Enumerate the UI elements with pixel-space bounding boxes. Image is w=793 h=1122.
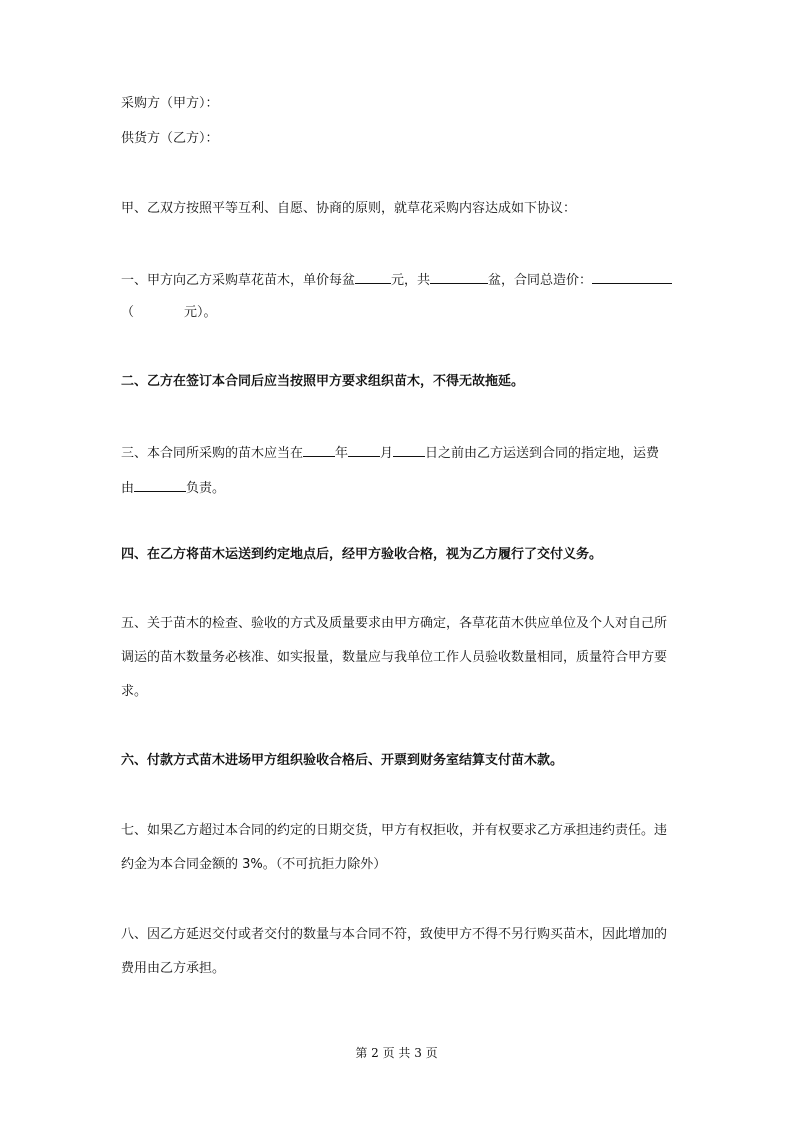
- amount-open-paren: （: [121, 305, 135, 320]
- clause-5-line-1: 五、关于苗木的检查、验收的方式及质量要求由甲方确定，各草花苗木供应单位及个人对自己所: [121, 616, 668, 631]
- clause-1-line-1: [121, 269, 672, 291]
- year-label: 年: [335, 446, 349, 461]
- day-blank[interactable]: [393, 442, 425, 457]
- clause-7-line-1: 七、如果乙方超过本合同的约定的日期交货，甲方有权拒收，并有权要求乙方承担违约责任。违: [121, 823, 668, 838]
- clause-8-line-2: 费用由乙方承担。: [121, 961, 226, 976]
- total-price-blank[interactable]: [592, 269, 672, 284]
- clause-2: 二、乙方在签订本合同后应当按照甲方要求组织苗木，不得无故拖延。: [121, 374, 525, 389]
- quantity-blank[interactable]: [430, 269, 488, 284]
- clause-8-line-1: 八、因乙方延迟交付或者交付的数量与本合同不符，致使甲方不得不另行购买苗木，因此增加的: [121, 927, 668, 942]
- year-blank[interactable]: [303, 442, 335, 457]
- clause-1-text-b: 元，共: [391, 273, 431, 288]
- clause-3-text-b: 日之前由乙方运送到合同的指定地，运费: [425, 446, 660, 461]
- clause-3-line-2: [121, 477, 225, 499]
- intro-paragraph: 甲、乙双方按照平等互利、自愿、协商的原则，就草花采购内容达成如下协议：: [121, 201, 577, 216]
- month-blank[interactable]: [348, 442, 380, 457]
- clause-3-line-1: [121, 442, 659, 464]
- supplier-label: 供货方（乙方）：: [121, 131, 219, 146]
- month-label: 月: [380, 446, 394, 461]
- unit-price-blank[interactable]: [355, 269, 391, 284]
- buyer-label: 采购方（甲方）：: [121, 96, 219, 111]
- clause-1-text-c: 盆，合同总造价：: [488, 273, 593, 288]
- clause-1-line-2: [121, 303, 217, 323]
- clause-5-line-3: 求。: [121, 684, 148, 699]
- clause-1-text-a: 一、甲方向乙方采购草花苗木，单价每盆: [121, 273, 356, 288]
- clause-3-text-d: 负责。: [186, 481, 226, 496]
- clause-7-line-2: 约金为本合同金额的 3%。（不可抗拒力除外）: [121, 857, 387, 872]
- clause-6: 六、付款方式苗木进场甲方组织验收合格后、开票到财务室结算支付苗木款。: [121, 753, 564, 768]
- clause-5-line-2: 调运的苗木数量务必核准、如实报量，数量应与我单位工作人员验收数量相同，质量符合甲方要: [121, 650, 668, 665]
- clause-4: 四、在乙方将苗木运送到约定地点后，经甲方验收合格，视为乙方履行了交付义务。: [121, 547, 603, 562]
- clause-3-text-c: 由: [121, 481, 135, 496]
- page-footer: 第 2 页 共 3 页: [355, 1046, 438, 1060]
- clause-3-text-a: 三、本合同所采购的苗木应当在: [121, 446, 304, 461]
- amount-close: 元）。: [184, 305, 217, 320]
- freight-payer-blank[interactable]: [134, 477, 186, 492]
